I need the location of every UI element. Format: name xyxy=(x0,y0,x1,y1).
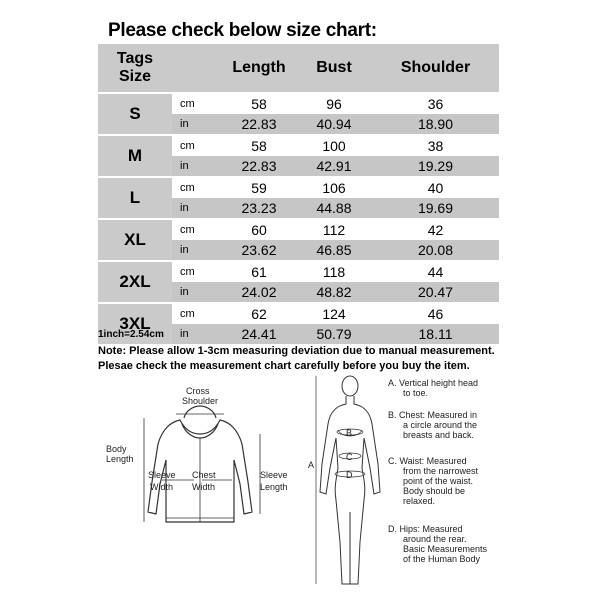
cell-unit: cm xyxy=(172,93,222,114)
sleeve-width-label-1: Sleeve xyxy=(148,470,176,480)
legend-d-3: Basic Measurements xyxy=(403,544,488,554)
cell-shoulder: 18.90 xyxy=(372,114,499,135)
body-length-label-2: Length xyxy=(106,454,134,464)
cell-shoulder: 19.29 xyxy=(372,156,499,177)
body-label-c: C xyxy=(346,452,353,462)
cell-length: 58 xyxy=(222,93,296,114)
sleeve-width-label-2: Width xyxy=(150,482,174,492)
check-note: Plesae check the measurement chart carefully before you buy the item. xyxy=(98,360,470,372)
legend-c-5: relaxed. xyxy=(403,496,436,506)
cell-bust: 106 xyxy=(296,177,372,198)
body-label-a: A xyxy=(308,460,315,470)
sweater-illustration xyxy=(148,406,252,522)
cell-unit: cm xyxy=(172,135,222,156)
legend-a-1: A. Vertical height head xyxy=(388,378,479,388)
cell-shoulder: 40 xyxy=(372,177,499,198)
cell-unit: cm xyxy=(172,261,222,282)
cell-bust: 100 xyxy=(296,135,372,156)
cell-unit: in xyxy=(172,282,222,303)
table-row xyxy=(98,177,499,198)
cell-length: 24.41 xyxy=(222,324,296,344)
header-bust: Bust xyxy=(296,44,372,93)
cell-shoulder: 19.69 xyxy=(372,198,499,219)
cell-unit: cm xyxy=(172,303,222,324)
cell-length: 23.23 xyxy=(222,198,296,219)
cell-shoulder: 44 xyxy=(372,261,499,282)
size-tag: 3XL xyxy=(98,303,172,344)
cell-unit: in xyxy=(172,324,222,344)
cell-shoulder: 20.08 xyxy=(372,240,499,261)
legend-d-1: D. Hips: Measured xyxy=(388,524,463,534)
table-row xyxy=(98,93,499,114)
size-chart-table xyxy=(98,44,499,344)
header-length: Length xyxy=(222,44,296,93)
cell-shoulder: 18.11 xyxy=(372,324,499,344)
legend-a-2: to toe. xyxy=(403,388,429,398)
cross-shoulder-label-2: Shoulder xyxy=(182,396,219,406)
body-label-d: D xyxy=(346,470,353,480)
human-body-illustration xyxy=(320,376,380,584)
cell-unit: in xyxy=(172,198,222,219)
legend-d-2: around the rear. xyxy=(403,534,467,544)
sleeve-length-label-2: Length xyxy=(260,482,288,492)
cell-length: 22.83 xyxy=(222,156,296,177)
cell-shoulder: 36 xyxy=(372,93,499,114)
table-row xyxy=(98,219,499,240)
chest-width-label-2: Width xyxy=(192,482,216,492)
cell-length: 62 xyxy=(222,303,296,324)
cell-unit: cm xyxy=(172,177,222,198)
legend-b-1: B. Chest: Measured in xyxy=(388,410,478,420)
cross-shoulder-label-1: Cross xyxy=(186,386,210,396)
legend-c-2: from the narrowest xyxy=(403,466,479,476)
conversion-note: 1inch=2.54cm xyxy=(98,329,164,340)
cell-unit: in xyxy=(172,156,222,177)
cell-shoulder: 20.47 xyxy=(372,282,499,303)
legend-c-1: C. Waist: Measured xyxy=(388,456,467,466)
sleeve-length-label-1: Sleeve xyxy=(260,470,288,480)
cell-bust: 112 xyxy=(296,219,372,240)
cell-shoulder: 42 xyxy=(372,219,499,240)
size-tag: L xyxy=(98,177,172,219)
cell-bust: 50.79 xyxy=(296,324,372,344)
cell-bust: 44.88 xyxy=(296,198,372,219)
cell-length: 23.62 xyxy=(222,240,296,261)
header-tags-size xyxy=(98,44,172,93)
header-unit xyxy=(172,44,222,93)
chart-title: Please check below size chart: xyxy=(108,20,377,41)
size-tag: XL xyxy=(98,219,172,261)
cell-length: 24.02 xyxy=(222,282,296,303)
legend-c-3: point of the waist. xyxy=(403,476,474,486)
cell-bust: 96 xyxy=(296,93,372,114)
measurement-legend xyxy=(388,378,488,564)
body-label-b: B xyxy=(346,428,353,438)
size-tag: S xyxy=(98,93,172,135)
cell-length: 61 xyxy=(222,261,296,282)
cell-unit: in xyxy=(172,240,222,261)
chest-width-label-1: Chest xyxy=(192,470,216,480)
body-length-label-1: Body xyxy=(106,444,127,454)
table-row xyxy=(98,261,499,282)
cell-shoulder: 38 xyxy=(372,135,499,156)
cell-unit: in xyxy=(172,114,222,135)
cell-length: 58 xyxy=(222,135,296,156)
cell-length: 59 xyxy=(222,177,296,198)
cell-bust: 118 xyxy=(296,261,372,282)
table-row xyxy=(98,303,499,324)
cell-bust: 42.91 xyxy=(296,156,372,177)
cell-bust: 40.94 xyxy=(296,114,372,135)
cell-shoulder: 46 xyxy=(372,303,499,324)
cell-bust: 124 xyxy=(296,303,372,324)
header-shoulder: Shoulder xyxy=(372,44,499,93)
legend-d-4: of the Human Body xyxy=(403,554,481,564)
size-tag: M xyxy=(98,135,172,177)
cell-unit: cm xyxy=(172,219,222,240)
deviation-note: Note: Please allow 1-3cm measuring deviation due to manual measurement. xyxy=(98,345,495,357)
size-tag: 2XL xyxy=(98,261,172,303)
cell-length: 22.83 xyxy=(222,114,296,135)
legend-b-3: breasts and back. xyxy=(403,430,475,440)
table-row xyxy=(98,135,499,156)
cell-length: 60 xyxy=(222,219,296,240)
cell-bust: 46.85 xyxy=(296,240,372,261)
legend-b-2: a circle around the xyxy=(403,420,478,430)
legend-c-4: Body should be xyxy=(403,486,466,496)
cell-bust: 48.82 xyxy=(296,282,372,303)
header-tags: Tags xyxy=(116,50,154,67)
table-header-row xyxy=(98,44,499,93)
header-size: Size xyxy=(118,68,151,85)
measurement-diagram xyxy=(100,372,540,594)
